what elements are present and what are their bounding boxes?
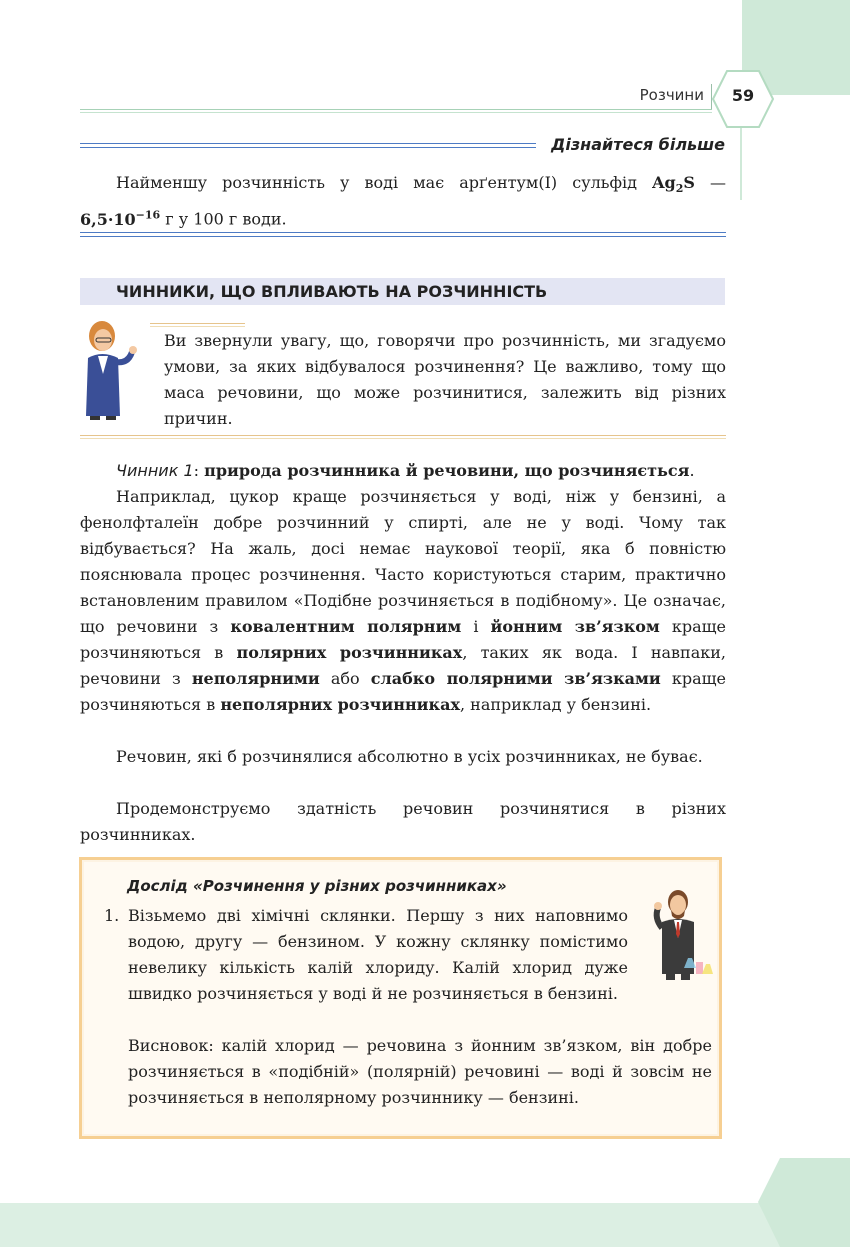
- paragraph-3: Продемонструємо здатність речовин розчинятися в різних розчинниках.: [80, 799, 726, 844]
- learn-more-title: Дізнайтеся більше: [551, 135, 725, 154]
- header-rule: [80, 109, 712, 110]
- note-top-rule-2: [150, 326, 245, 327]
- solubility-value: $6,5\cdot 10^{-16}$: [80, 208, 161, 229]
- page-number: 59: [731, 86, 755, 105]
- header-rule-2: [80, 112, 712, 113]
- learn-more-rule: [80, 143, 536, 151]
- paragraph-1: Наприклад, цукор краще розчиняється у воді, ніж у бензині, а фенолфталеїн добре розчинний у спирті, але не у воді. Чому так відбувається? На жаль, досі немає наукової теорії, яка б повністю пояснювала процес розчинення. Часто користуються старим, практично встановленим правилом «Подібне розчиняється в подібному». Це означає, що речовини з ковалентним полярним і йонним зв’язком краще розчиняються в полярних розчинниках, таких як вода. І навпаки, речовини з неполярними або слабко полярними зв’язками краще розчиняються в неполярних розчинниках, наприклад у бензині.: [80, 487, 727, 714]
- bottom-page-tab: [758, 1158, 850, 1247]
- experiment-conclusion: Висновок: калій хлорид — речовина з йонним зв’язком, він добре розчиняється в «подібній» (полярній) речовині — воді й зовсім не розчиняється в неполярному розчиннику — бензині.: [128, 1036, 712, 1107]
- running-head: Розчини: [639, 86, 704, 104]
- note-bottom-rule: [80, 435, 726, 436]
- formula-ag2s: $Ag_2S$: [652, 173, 695, 196]
- experiment-step-text: Візьмемо дві хімічні склянки. Першу з них наповнимо водою, другу — бензином. У кожну склянку помістимо невелику кількість калій хлориду. Калій хлорид дуже швидко розчиняється у воді й не розчиняється в бензині.: [128, 906, 628, 1003]
- experiment-title: Дослід «Розчинення у різних розчинниках»: [127, 877, 507, 895]
- teacher-icon: [80, 318, 140, 420]
- scientist-icon: [650, 888, 714, 984]
- teacher-note-text: Ви звернули увагу, що, говорячи про розчинність, ми згадуємо умови, за яких відбувалося розчинення? Це важливо, тому що маса речовини, що може розчинитися, залежить від різних причин.: [164, 331, 726, 428]
- section-title: ЧИННИКИ, ЩО ВПЛИВАЮТЬ НА РОЗЧИННІСТЬ: [116, 282, 548, 301]
- bottom-band: [0, 1203, 850, 1247]
- paragraph-2: Речовин, які б розчинялися абсолютно в усіх розчинниках, не буває.: [116, 747, 703, 766]
- step-number: 1.: [104, 906, 120, 925]
- learn-more-bottom-rule: [80, 232, 726, 240]
- factor-heading: Чинник 1: природа розчинника й речовини, що розчиняється.: [116, 461, 695, 480]
- note-bottom-rule-2: [80, 438, 726, 439]
- note-top-rule: [150, 323, 245, 324]
- learn-more-text: Найменшу розчинність у воді має арґентум(I) сульфід $Ag_2S$ — $6,5\cdot 10^{-16}$ г у 100 г води.: [80, 173, 726, 229]
